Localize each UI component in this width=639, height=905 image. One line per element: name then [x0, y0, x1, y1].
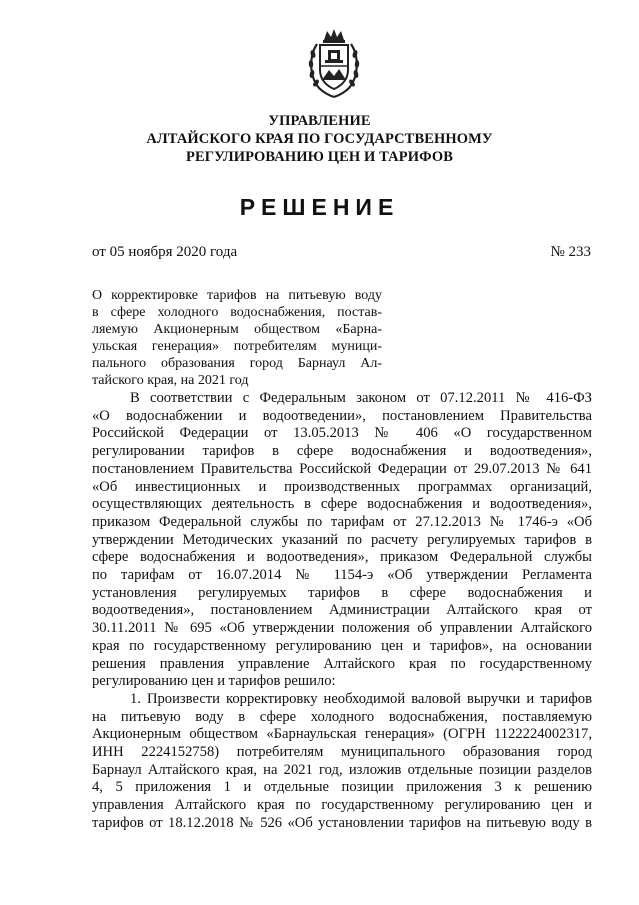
body-line: Барнаул Алтайского края, на 2021 год, изложив отдельные позиции разделов: [92, 761, 592, 778]
body-line: регулировании тарифов в сфере водоснабжения и водоотведения»,: [92, 443, 592, 460]
body-line: по тарифам от 16.07.2014 № 1154-э «Об утверждении Регламента: [92, 567, 592, 584]
body-line: на питьевую воду в сфере холодного водоснабжения, поставляемую: [92, 708, 592, 725]
body-line: сфере водоснабжения и водоотведения», приказом Федеральной службы: [92, 549, 592, 566]
body-line: решения правления управление Алтайского края по государственному: [92, 655, 592, 672]
org-line-1: УПРАВЛЕНИЕ: [268, 113, 371, 129]
document-body: [92, 390, 592, 833]
subject-line: ульская генерация» потребителям муници-: [92, 339, 382, 354]
document-subject: [92, 287, 382, 389]
document-number: № 233: [550, 244, 591, 260]
subject-line: ляемую Акционерным обществом «Барна-: [92, 322, 382, 337]
body-line: осуществляющих деятельность в сфере водоснабжения и водоотведения»,: [92, 496, 592, 513]
body-line: ИНН 2224152758) потребителям муниципального образования город: [92, 744, 592, 761]
subject-line: пального образования город Барнаул Ал-: [92, 356, 382, 371]
body-line: управления Алтайского края по государственному регулированию цен и: [92, 797, 592, 814]
body-line: водоотведения», постановлением Администрации Алтайского края от: [92, 602, 592, 619]
body-line: 4, 5 приложения 1 и отдельные позиции приложения 3 к решению: [92, 779, 592, 796]
coat-of-arms-icon: [305, 26, 363, 102]
body-line: В соответствии с Федеральным законом от 07.12.2011 № 416-ФЗ: [130, 390, 592, 406]
document-date: от 05 ноября 2020 года: [92, 244, 238, 260]
body-line: 30.11.2011 № 695 «Об утверждении положения об управлении Алтайского: [92, 620, 592, 637]
org-line-3: РЕГУЛИРОВАНИЮ ЦЕН И ТАРИФОВ: [186, 149, 453, 165]
body-line: 1. Произвести корректировку необходимой валовой выручки и тарифов: [130, 690, 592, 707]
subject-line: О корректировке тарифов на питьевую воду: [92, 288, 382, 303]
body-line: приказом Федеральной службы по тарифам от 27.12.2013 № 1746-э «Об: [92, 513, 592, 530]
body-line: тарифов от 18.12.2018 № 526 «Об установлении тарифов на питьевую воду в: [92, 814, 592, 831]
document-type-heading: РЕШЕНИЕ: [239, 194, 400, 220]
body-line: постановлением Правительства Российской Федерации от 29.07.2013 № 641: [92, 460, 592, 477]
body-line: утверждении Методических указаний по расчету регулируемых тарифов в: [92, 531, 592, 548]
subject-line: в сфере холодного водоснабжения, постав-: [92, 305, 382, 320]
body-line: установления регулируемых тарифов в сфере водоснабжения и: [92, 584, 592, 601]
body-line: «О водоснабжении и водоотведении», постановлением Правительства: [92, 407, 592, 424]
subject-line: тайского края, на 2021 год: [92, 373, 249, 388]
body-line: Акционерным обществом «Барнаульская генерация» (ОГРН 1122224002317,: [92, 726, 592, 743]
body-line: «Об инвестиционных и производственных программах организаций,: [92, 478, 592, 495]
organization-name: [0, 112, 639, 166]
body-line: края по государственному регулированию цен и тарифов», на основании: [92, 637, 592, 654]
org-line-2: АЛТАЙСКОГО КРАЯ ПО ГОСУДАРСТВЕННОМУ: [146, 131, 493, 147]
body-line: регулированию цен и тарифов решило:: [92, 673, 336, 690]
body-line: Российской Федерации от 13.05.2013 № 406 «О государственном: [92, 425, 592, 442]
